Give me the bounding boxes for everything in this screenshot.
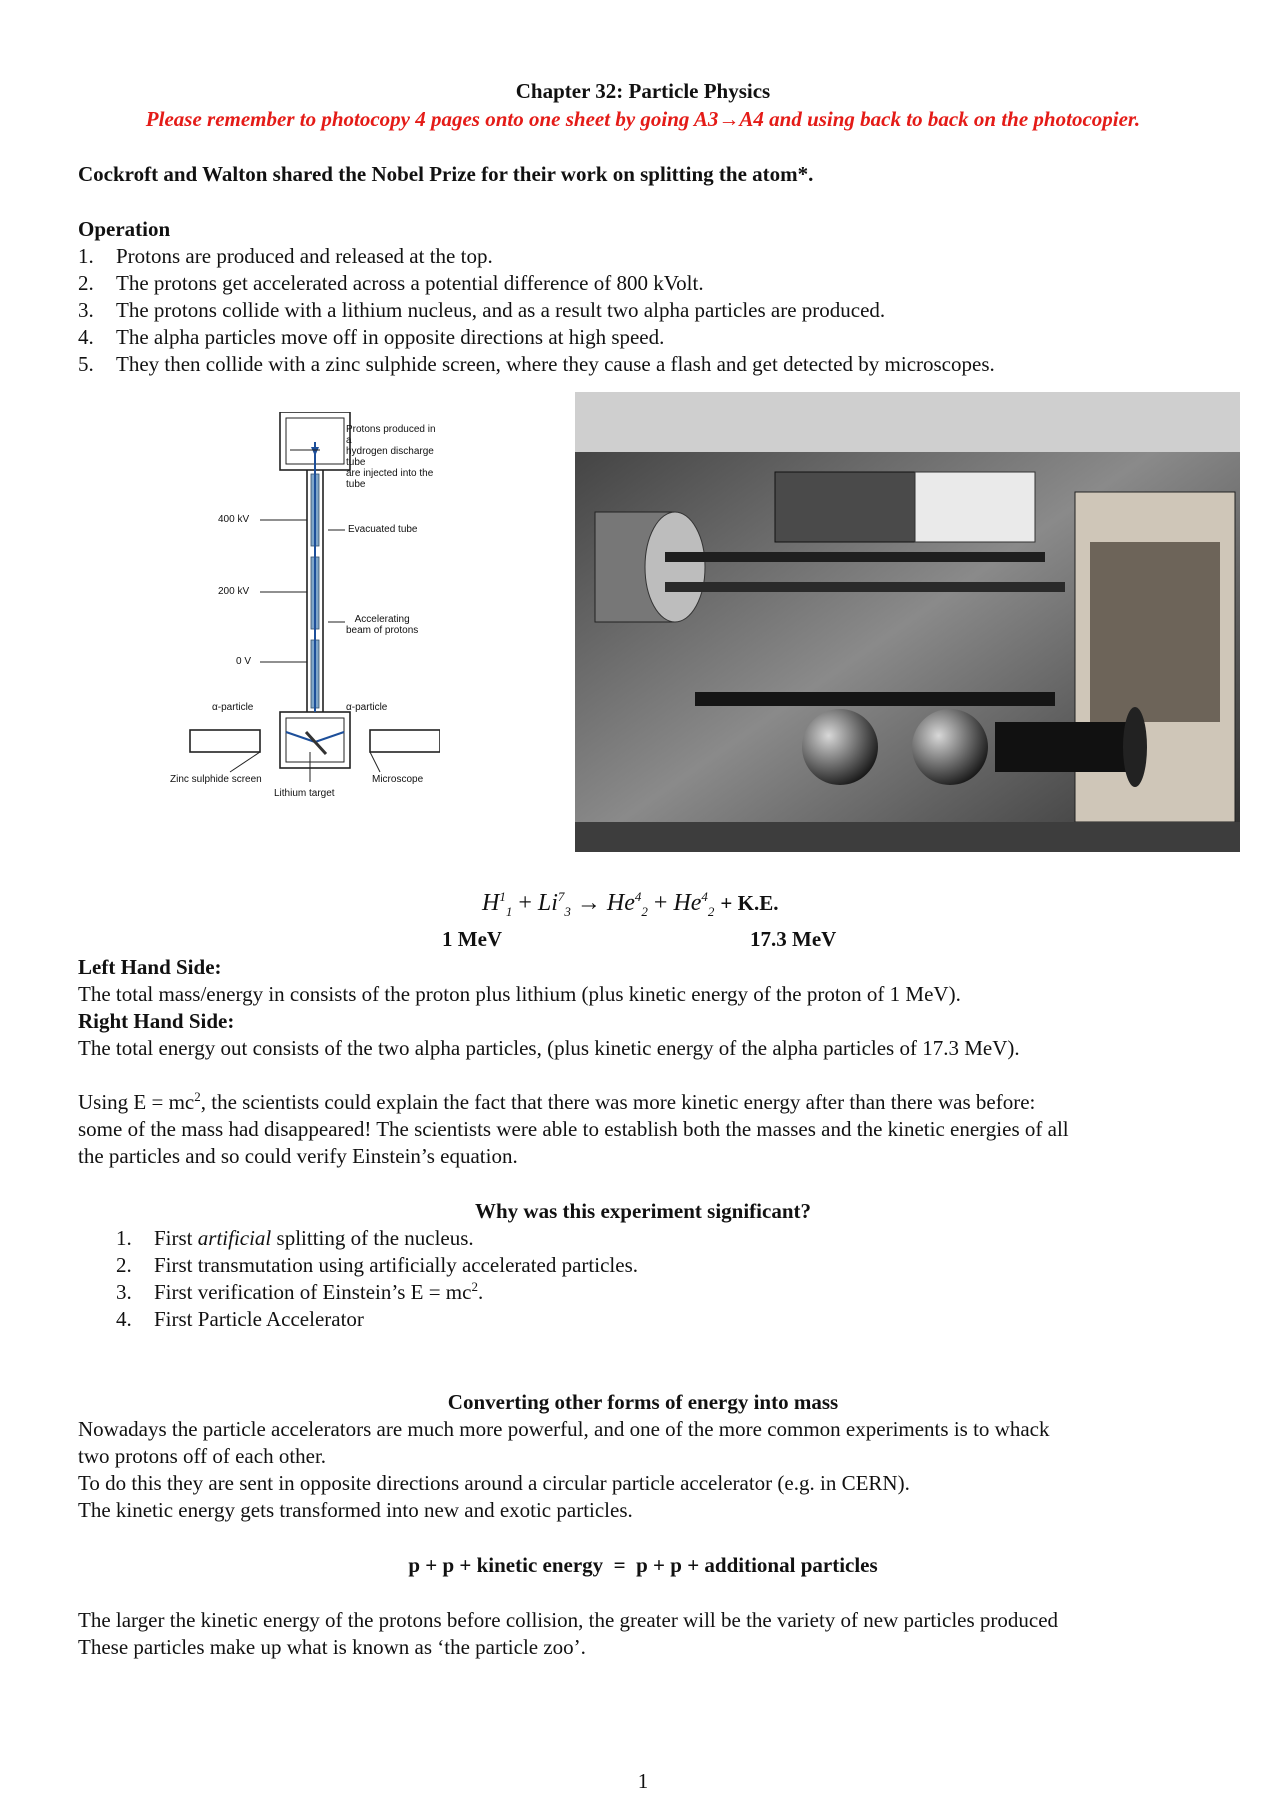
lhs-text: The total mass/energy in consists of the proton plus lithium (plus kinetic energy of the proton of 1 MeV). <box>78 982 961 1006</box>
label-0v: 0 V <box>236 656 252 667</box>
protons-injected-label: Protons produced in a hydrogen discharge tube are injected into the tube <box>346 424 436 490</box>
left-energy-value: 1 MeV <box>442 927 503 951</box>
using-line-3: the particles and so could verify Einstein’s equation. <box>78 1144 518 1168</box>
converting-heading: Converting other forms of energy into mass <box>447 1390 839 1414</box>
page-title: Chapter 32: Particle Physics <box>515 79 771 103</box>
label-400kv: 400 kV <box>218 514 250 525</box>
intro-text: Cockroft and Walton shared the Nobel Prize for their work on splitting the atom*. <box>78 162 814 186</box>
nuclear-equation: $H^1_1 + Li^7_3 \to He^4_2 + He^4_2 + K.E$. <box>482 889 779 919</box>
right-energy-value: 17.3 MeV <box>750 927 837 951</box>
operation-heading: Operation <box>78 217 171 241</box>
label-200kv: 200 kV <box>218 586 250 597</box>
label-microscope: Microscope <box>372 774 424 785</box>
label-alpha-right: α-particle <box>346 702 388 713</box>
converting-line-5: The larger the kinetic energy of the protons before collision, the greater will be the variety of new particles produced <box>78 1608 1059 1632</box>
lhs-heading: Left Hand Side: <box>78 955 222 979</box>
converting-line-2: two protons off of each other. <box>78 1444 327 1468</box>
label-alpha-left: α-particle <box>212 702 254 713</box>
collision-formula: p + p + kinetic energy = p + p + additional particles <box>408 1553 878 1577</box>
using-emc2-line: Using $E = mc^2$, the scientists could explain the fact that there was more kinetic energy after than there was before: <box>78 1089 1036 1114</box>
converting-line-3: To do this they are sent in opposite directions around a circular particle accelerator (e.g. in CERN). <box>78 1471 910 1495</box>
label-evacuated-tube: Evacuated tube <box>348 524 418 535</box>
apparatus-photo <box>575 392 1240 852</box>
using-line-2: some of the mass had disappeared! The scientists were able to establish both the masses and the kinetic energies of all <box>78 1117 1069 1141</box>
label-accelerating-beam: Accelerating beam of protons <box>346 614 419 636</box>
page-number: 1 <box>637 1769 649 1793</box>
converting-line-1: Nowadays the particle accelerators are much more powerful, and one of the more common experiments is to whack <box>78 1417 1050 1441</box>
photocopy-notice: Please remember to photocopy 4 pages onto one sheet by going A3→A4 and using back to back on the photocopier. <box>145 107 1141 131</box>
label-lithium-target: Lithium target <box>274 788 335 799</box>
accelerator-diagram <box>170 412 440 822</box>
rhs-heading: Right Hand Side: <box>78 1009 235 1033</box>
converting-line-4: The kinetic energy gets transformed into new and exotic particles. <box>78 1498 633 1522</box>
significance-heading: Why was this experiment significant? <box>475 1199 811 1223</box>
converting-line-6: These particles make up what is known as ‘the particle zoo’. <box>78 1635 586 1659</box>
rhs-text: The total energy out consists of the two alpha particles, (plus kinetic energy of the alpha particles of 17.3 MeV). <box>78 1036 1020 1060</box>
label-zinc-screen: Zinc sulphide screen <box>170 774 262 785</box>
